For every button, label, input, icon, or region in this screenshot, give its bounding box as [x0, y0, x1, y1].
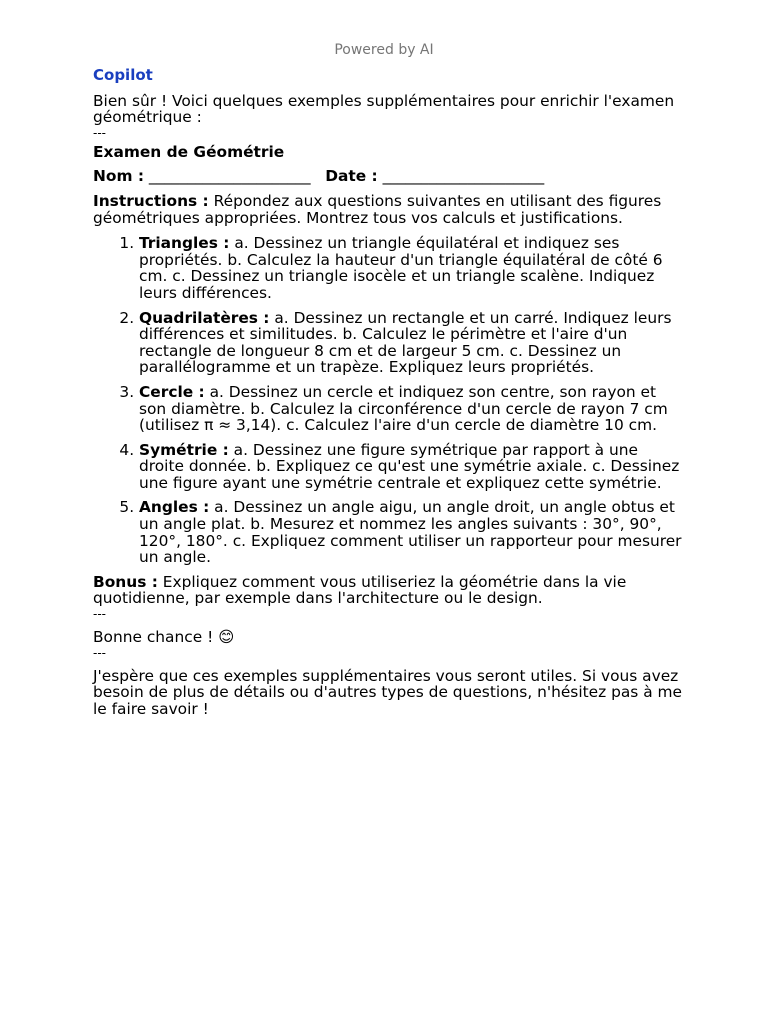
question-text: a. Dessinez un cercle et indiquez son centre, son rayon et son diamètre. b. Calculez la circonférence d'un cercle de rayon 7 cm (utilisez π ≈ 3,14). c. Calculez l'aire d'un cercle de diamètre 10 cm.: [139, 382, 668, 435]
date-label: Date :: [325, 167, 378, 186]
date-blank: _____________________: [377, 167, 545, 186]
intro-paragraph: Bien sûr ! Voici quelques exemples supplémentaires pour enrichir l'examen géométrique :: [93, 91, 675, 127]
bonus-question: [93, 574, 683, 607]
nom-blank: _____________________: [144, 167, 326, 186]
question-item: [139, 384, 683, 434]
instructions-text: Répondez aux questions suivantes en utilisant des figures géométriques appropriées. Montrez tous vos calculs et justifications.: [93, 191, 662, 227]
question-text: a. Dessinez une figure symétrique par rapport à une droite donnée. b. Expliquez ce qu'est une symétrie axiale. c. Dessinez une figure ayant une symétrie centrale et expliquez cette symétrie.: [139, 440, 680, 492]
exam-title: Examen de Géométrie: [93, 142, 285, 161]
instructions-label: Instructions :: [93, 191, 209, 210]
question-title: Symétrie :: [139, 440, 229, 459]
separator: ---: [93, 645, 106, 660]
question-list: [93, 235, 683, 566]
question-title: Cercle :: [139, 382, 205, 401]
question-item: [139, 442, 683, 492]
powered-by-label: Powered by AI: [334, 42, 434, 58]
bonus-text: Expliquez comment vous utiliseriez la géométrie dans la vie quotidienne, par exemple dans l'architecture ou le design.: [93, 572, 627, 608]
closing-line: Bonne chance ! 😊: [93, 628, 235, 647]
question-text: a. Dessinez un angle aigu, un angle droit, un angle obtus et un angle plat. b. Mesurez et nommez les angles suivants : 30°, 90°, 120°, 180°. c. Expliquez comment utiliser un rapporteur pour mesurer un angle.: [139, 498, 682, 567]
nom-label: Nom :: [93, 167, 145, 186]
bonus-label: Bonus :: [93, 572, 158, 591]
assistant-name: Copilot: [93, 66, 153, 84]
question-title: Quadrilatères :: [139, 308, 270, 327]
question-item: [139, 235, 683, 301]
question-text: a. Dessinez un rectangle et un carré. Indiquez leurs différences et similitudes. b. Calculez le périmètre et l'aire d'un rectangle de longueur 8 cm et de largeur 5 cm. c. Dessinez un parallélogramme et un trapèze. Expliquez leurs propriétés.: [139, 308, 672, 377]
question-title: Angles :: [139, 498, 210, 517]
final-message: J'espère que ces exemples supplémentaires vous seront utiles. Si vous avez besoin de plus de détails ou d'autres types de questions, n'hésitez pas à me le faire savoir !: [93, 666, 682, 718]
instructions: [93, 193, 683, 226]
name-date-line: [93, 168, 683, 185]
response-content: [93, 67, 683, 717]
question-title: Triangles :: [139, 234, 230, 253]
question-text: a. Dessinez un triangle équilatéral et indiquez ses propriétés. b. Calculez la hauteur d'un triangle équilatéral de côté 6 cm. c. Dessinez un triangle isocèle et un triangle scalène. Indiquez leurs différences.: [139, 234, 663, 302]
question-item: [139, 499, 683, 565]
separator: ---: [93, 125, 106, 140]
question-item: [139, 310, 683, 376]
separator: ---: [93, 607, 106, 622]
